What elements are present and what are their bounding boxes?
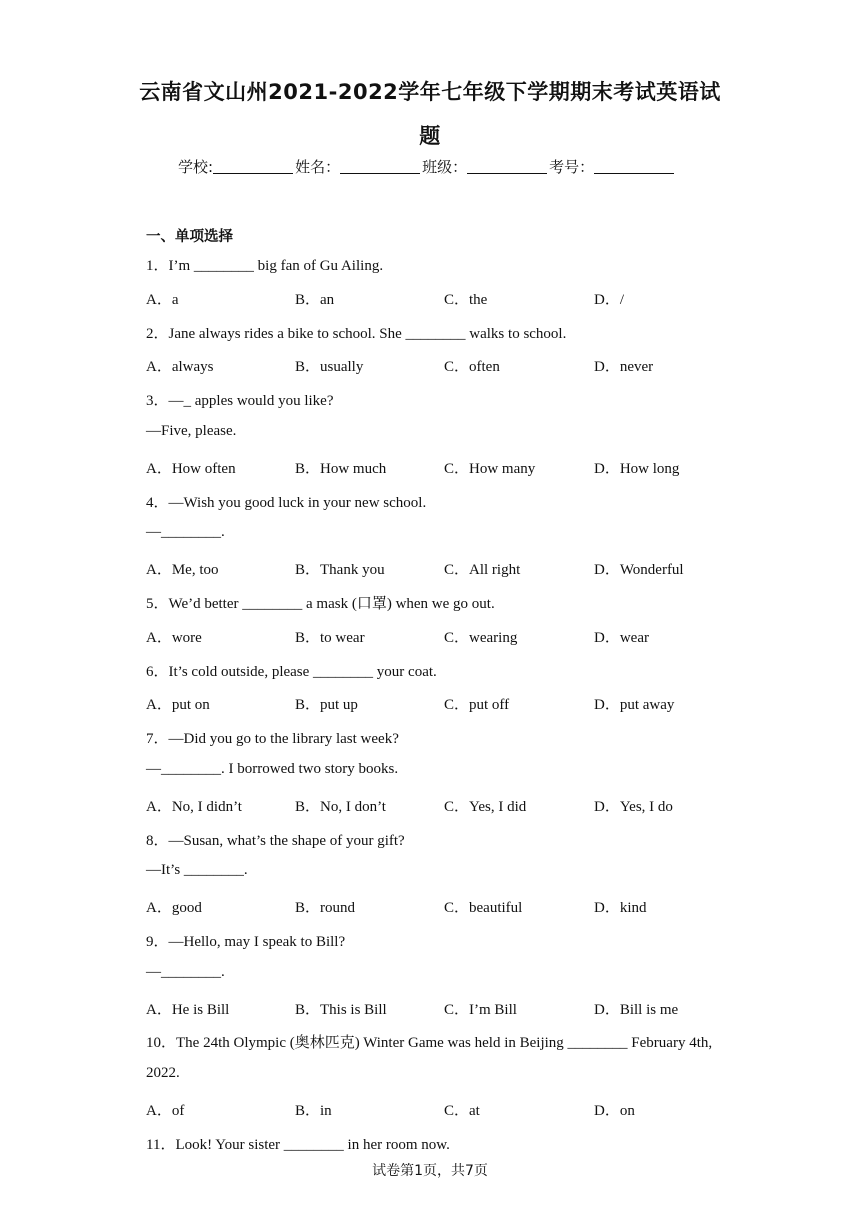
question-stem: 3．—_ apples would you like? xyxy=(146,393,334,409)
school-blank xyxy=(213,159,293,174)
answer-option: A．How often xyxy=(146,461,236,477)
answer-option: C．Yes, I did xyxy=(444,799,527,815)
question-stem-line: —________. xyxy=(146,524,225,540)
question-stem: 8．—Susan, what’s the shape of your gift? xyxy=(146,833,405,849)
question-stem-line: —It’s ________. xyxy=(146,862,248,878)
question-stem: 2．Jane always rides a bike to school. She ________ walks to school. xyxy=(146,326,567,342)
answer-option: C．often xyxy=(444,359,500,375)
answer-option: C．at xyxy=(444,1103,480,1119)
answer-option: B．an xyxy=(295,292,335,308)
question-stem-line: —________. I borrowed two story books. xyxy=(146,761,399,777)
answer-option: A．always xyxy=(146,359,214,375)
answer-option: B．to wear xyxy=(295,630,365,646)
answer-option: A．put on xyxy=(146,697,210,713)
name-blank xyxy=(340,159,420,174)
answer-option: D．never xyxy=(594,359,654,375)
answer-option: C．wearing xyxy=(444,630,518,646)
answer-option: D．/ xyxy=(594,292,625,308)
answer-option: A．good xyxy=(146,900,202,916)
question-stem: 11．Look! Your sister ________ in her room now. xyxy=(146,1137,450,1153)
class-label: 班级： xyxy=(422,158,468,176)
answer-option: D．Bill is me xyxy=(594,1002,679,1018)
answer-option: B．Thank you xyxy=(295,562,385,578)
answer-option: C．beautiful xyxy=(444,900,523,916)
page-title-continued: 题 xyxy=(419,124,441,148)
number-blank xyxy=(594,159,674,174)
answer-option: D．kind xyxy=(594,900,647,916)
answer-option: C．I’m Bill xyxy=(444,1002,517,1018)
name-label: 姓名： xyxy=(295,158,341,176)
question-stem-line: 2022. xyxy=(146,1065,180,1081)
class-blank xyxy=(467,159,547,174)
answer-option: C．All right xyxy=(444,562,521,578)
page-footer: 试卷第1页，共7页 xyxy=(372,1163,488,1179)
answer-option: D．How long xyxy=(594,461,680,477)
answer-option: B．usually xyxy=(295,359,364,375)
question-stem-line: —________. xyxy=(146,964,225,980)
question-stem: 1．I’m ________ big fan of Gu Ailing. xyxy=(146,258,384,274)
question-stem: 5．We’d better ________ a mask (口罩) when we go out. xyxy=(146,596,495,612)
answer-option: A．of xyxy=(146,1103,185,1119)
question-stem-line: —Five, please. xyxy=(146,423,237,439)
question-stem: 6．It’s cold outside, please ________ your coat. xyxy=(146,664,437,680)
answer-option: D．put away xyxy=(594,697,675,713)
answer-option: B．put up xyxy=(295,697,358,713)
answer-option: C．the xyxy=(444,292,488,308)
answer-option: C．How many xyxy=(444,461,536,477)
section-title: 一、单项选择 xyxy=(146,229,233,245)
answer-option: D．wear xyxy=(594,630,649,646)
answer-option: D．Yes, I do xyxy=(594,799,673,815)
question-stem: 10．The 24th Olympic (奥林匹克) Winter Game was held in Beijing ________ February 4th, xyxy=(146,1035,713,1051)
answer-option: B．in xyxy=(295,1103,332,1119)
answer-option: B．This is Bill xyxy=(295,1002,387,1018)
answer-option: B．How much xyxy=(295,461,387,477)
question-stem: 9．—Hello, may I speak to Bill? xyxy=(146,934,346,950)
student-info-line xyxy=(178,156,676,177)
answer-option: A．wore xyxy=(146,630,202,646)
answer-option: A．Me, too xyxy=(146,562,219,578)
question-stem: 7．—Did you go to the library last week? xyxy=(146,731,399,747)
answer-option: D．on xyxy=(594,1103,635,1119)
school-label: 学校: xyxy=(178,158,214,176)
answer-option: D．Wonderful xyxy=(594,562,684,578)
answer-option: C．put off xyxy=(444,697,510,713)
answer-option: A．He is Bill xyxy=(146,1002,230,1018)
page-title: 云南省文山州2021-2022学年七年级下学期期末考试英语试 xyxy=(139,80,721,104)
answer-option: B．round xyxy=(295,900,356,916)
answer-option: B．No, I don’t xyxy=(295,799,386,815)
answer-option: A．a xyxy=(146,292,179,308)
answer-option: A．No, I didn’t xyxy=(146,799,242,815)
question-stem: 4．—Wish you good luck in your new school. xyxy=(146,495,427,511)
number-label: 考号： xyxy=(549,158,595,176)
